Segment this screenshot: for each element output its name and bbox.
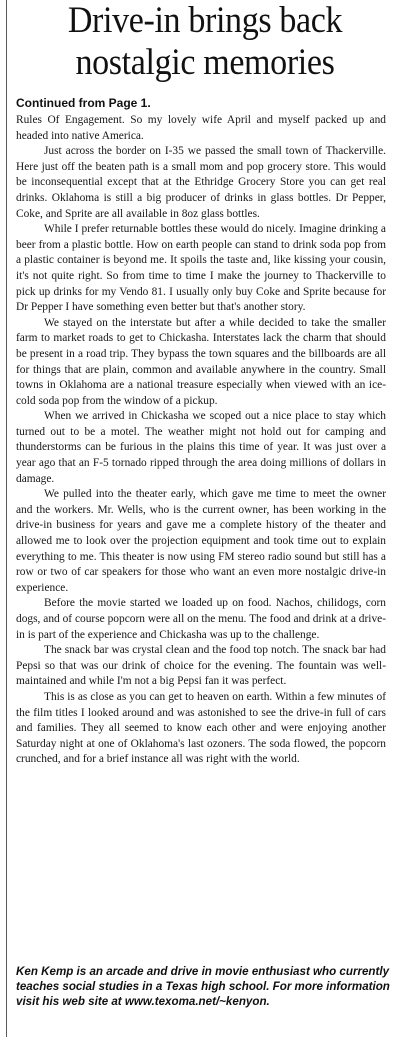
paragraph-6: We pulled into the theater early, which gave me time to meet the owner and the workers. Mr. Wells, who is the current owner, has been working in the drive-in business for years and gave me a complete history of the theater and allowed me to look over the projection equipment and took time out to explain everything to me. This theater is now using FM stereo radio sound but still has a row or two of car speakers for those who want an even more nostalgic drive-in experience.	[16, 488, 386, 594]
paragraph-5: When we arrived in Chickasha we scoped out a nice place to stay which turned out to be a motel. The weather might not hold out for camping and thunderstorms can be furious in the plains this time of year. It was just over a year ago that an F-5 tornado ripped through the area doing millions of dollars in damage.	[16, 410, 386, 485]
paragraph-4: We stayed on the interstate but after a while decided to take the smaller farm to market roads to get to Chickasha. Interstates lack the charm that should be present in a road trip. They bypass the town squares and the billboards are all for things that are plain, common and available anywhere in the country. Small towns in Oklahoma are a national treasure especially when viewed with an ice-cold soda pop from the window of a pickup.	[16, 316, 386, 407]
continued-from-note: Continued from Page 1.	[16, 96, 151, 110]
paragraph-7: Before the movie started we loaded up on food. Nachos, chilidogs, corn dogs, and of course popcorn were all on the menu. The food and drink at a drive-in is part of the experience and Chickasha was up to the challenge.	[16, 597, 386, 641]
article-body	[16, 113, 386, 768]
column-rule	[6, 0, 7, 1037]
headline-line-2: nostalgic memories	[75, 42, 335, 83]
paragraph-9: This is as close as you can get to heaven on earth. Within a few minutes of the film titles I looked around and was astonished to see the drive-in full of cars and families. They all seemed to know each other and were enjoying another Saturday night at one of Oklahoma's last ozoners. The soda flowed, the popcorn crunched, and for a brief instance all was right with the world.	[16, 690, 386, 766]
headline	[26, 0, 385, 84]
author-bio: Ken Kemp is an arcade and drive in movie enthusiast who currently teaches social studies in a Texas high school. For more information visit his web site at www.texoma.net/~kenyon.	[16, 965, 390, 1008]
paragraph-3: While I prefer returnable bottles these would do nicely. Imagine drinking a beer from a plastic bottle. How on earth people can stand to drink soda pop from a plastic container is beyond me. It spoils the taste and, like kissing your cousin, it's not quite right. So from time to time I make the journey to Thackerville to pick up drinks for my Vendo 81. I usually only buy Coke and Sprite because for Dr Pepper I have something even better but that's another story.	[16, 223, 386, 314]
paragraph-2: Just across the border on I-35 we passed the small town of Thackerville. Here just off the beaten path is a small mom and pop grocery store. This would be inconsequential except that at the Ethridge Grocery Store you can get real drinks. Oklahoma is still a big producer of drinks in glass bottles. Dr Pepper, Coke, and Sprite are all available in 8oz glass bottles.	[16, 145, 386, 220]
paragraph-1: Rules Of Engagement. So my lovely wife April and myself packed up and headed into native America.	[16, 114, 386, 142]
paragraph-8: The snack bar was crystal clean and the food top notch. The snack bar had Pepsi so that was our drink of choice for the evening. The fountain was well-maintained and while I'm not a big Pepsi fan it was perfect.	[16, 644, 386, 688]
headline-line-1: Drive-in brings back	[67, 0, 343, 41]
